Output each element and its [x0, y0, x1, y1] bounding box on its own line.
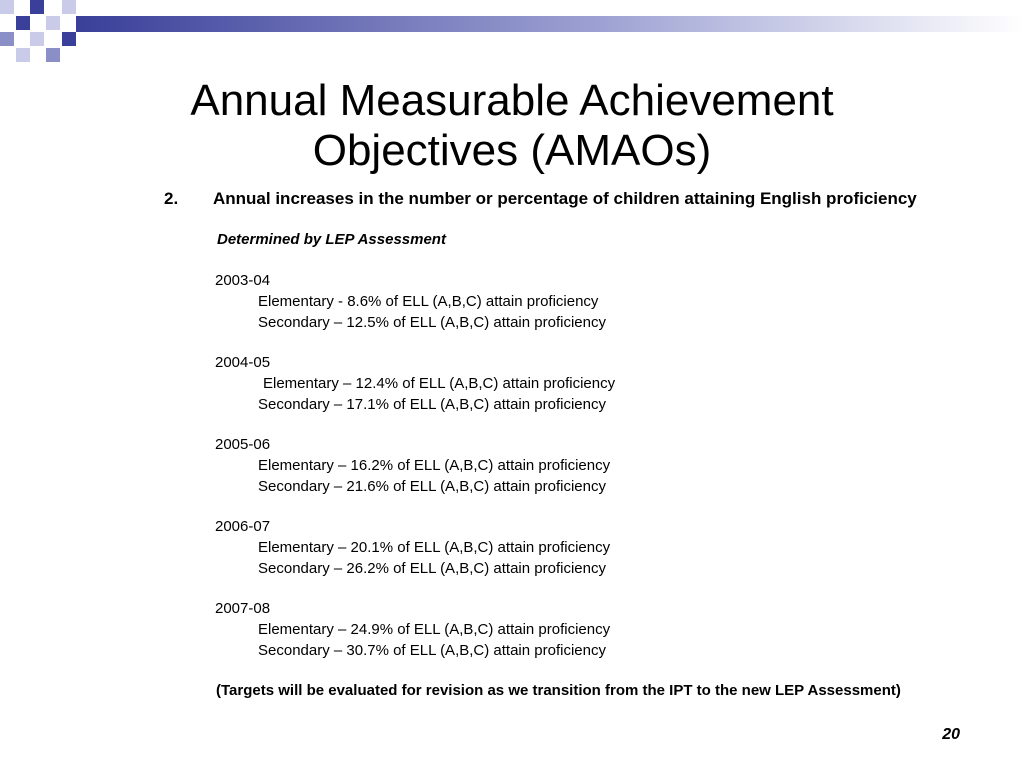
item-heading: Annual increases in the number or percentage of children attaining English proficiency: [213, 189, 917, 208]
revision-note: (Targets will be evaluated for revision as we transition from the IPT to the new LEP Assessment): [216, 682, 901, 699]
elementary-target: Elementary – 16.2% of ELL (A,B,C) attain proficiency: [258, 457, 611, 474]
secondary-target: Secondary – 12.5% of ELL (A,B,C) attain proficiency: [258, 314, 606, 331]
year-label: 2004-05: [215, 354, 271, 371]
elementary-target: Elementary – 12.4% of ELL (A,B,C) attain proficiency: [263, 375, 616, 392]
year-label: 2003-04: [215, 272, 271, 289]
title-line-1: Annual Measurable Achievement: [190, 76, 834, 125]
elementary-target: Elementary - 8.6% of ELL (A,B,C) attain proficiency: [258, 293, 599, 310]
secondary-target: Secondary – 26.2% of ELL (A,B,C) attain proficiency: [258, 560, 606, 577]
elementary-target: Elementary – 24.9% of ELL (A,B,C) attain proficiency: [258, 621, 611, 638]
year-label: 2007-08: [215, 600, 271, 617]
secondary-target: Secondary – 30.7% of ELL (A,B,C) attain proficiency: [258, 642, 606, 659]
elementary-target: Elementary – 20.1% of ELL (A,B,C) attain proficiency: [258, 539, 611, 556]
item-number: 2.: [164, 189, 179, 208]
year-label: 2006-07: [215, 518, 271, 535]
secondary-target: Secondary – 21.6% of ELL (A,B,C) attain proficiency: [258, 478, 606, 495]
item-subheading: Determined by LEP Assessment: [217, 231, 446, 248]
title-line-2: Objectives (AMAOs): [312, 126, 712, 175]
year-label: 2005-06: [215, 436, 271, 453]
page-number: 20: [942, 726, 960, 743]
secondary-target: Secondary – 17.1% of ELL (A,B,C) attain proficiency: [258, 396, 606, 413]
